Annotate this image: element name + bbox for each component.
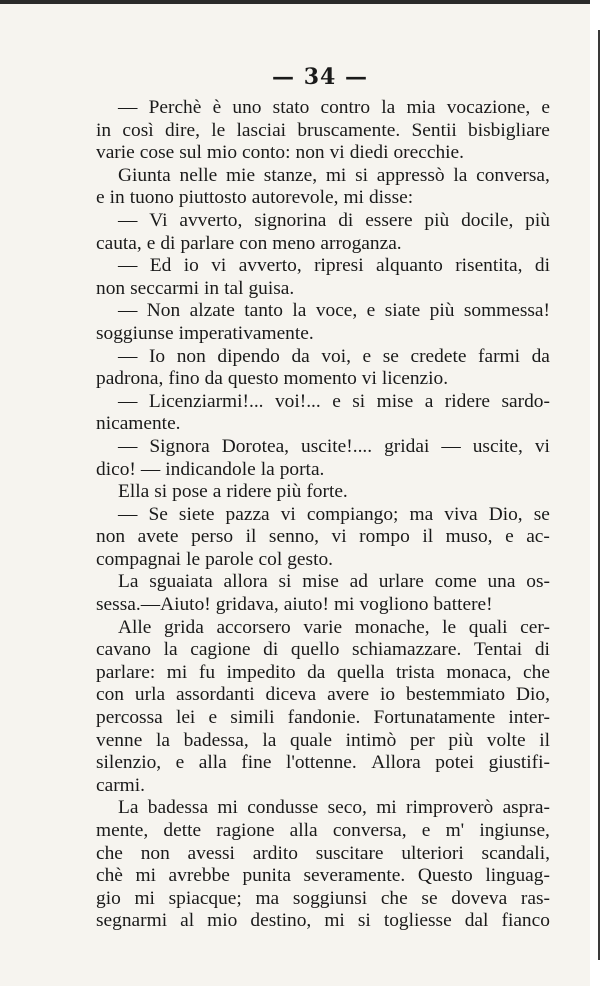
page-number: — 34 —	[272, 64, 368, 90]
text-line: non avete perso il senno, vi rompo il muso, e ac-	[96, 526, 550, 548]
text-line: Ella si pose a ridere più forte.	[118, 481, 348, 503]
text-line: — Vi avverto, signorina di essere più docile, più	[118, 209, 550, 231]
text-line: — Perchè è uno stato contro la mia vocazione, e	[118, 97, 550, 118]
text-line: padrona, fino da questo momento vi licenzio.	[96, 368, 449, 390]
text-line: Alle grida accorsero varie monache, le quali cer-	[118, 616, 550, 638]
text-line: — Non alzate tanto la voce, e siate più sommessa!	[118, 300, 550, 322]
page-top-edge	[0, 0, 590, 4]
text-line: nicamente.	[96, 413, 181, 435]
text-line: che non avessi ardito suscitare ulteriori scandali,	[96, 842, 550, 864]
body-text	[96, 97, 550, 933]
text-line: — Licenziarmi!... voi!... e si mise a ridere sardo-	[118, 390, 550, 412]
text-line: non seccarmi in tal guisa.	[96, 277, 295, 299]
text-line: — Io non dipendo da voi, e se credete farmi da	[118, 345, 550, 367]
text-line: parlare: mi fu impedito da quella trista monaca, che	[96, 661, 550, 683]
text-line: — Signora Dorotea, uscite!.... gridai — uscite, vi	[118, 435, 550, 457]
text-line: segnarmi al mio destino, mi si togliesse dal fianco	[96, 910, 550, 932]
text-line: percossa lei e simili fandonie. Fortunatamente inter-	[96, 707, 550, 729]
text-line: cauta, e di parlare con meno arroganza.	[96, 232, 402, 254]
text-line: cavano la cagione di quello schiamazzare. Tentai di	[96, 639, 550, 661]
text-line: mente, dette ragione alla conversa, e m' ingiunse,	[96, 820, 550, 841]
binding-edge	[598, 30, 600, 960]
text-line: dico! — indicandole la porta.	[96, 458, 325, 480]
text-line: e in tuono piuttosto autorevole, mi disse:	[96, 187, 414, 209]
text-line: La badessa mi condusse seco, mi rimproverò aspra-	[118, 797, 550, 819]
text-line: sessa.—Aiuto! gridava, aiuto! mi vogliono battere!	[96, 594, 493, 616]
text-line: carmi.	[96, 774, 145, 796]
text-line: Giunta nelle mie stanze, mi si appressò la conversa,	[118, 164, 550, 186]
text-line: La sguaiata allora si mise ad urlare come una os-	[118, 571, 550, 593]
text-line: silenzio, e alla fine l'ottenne. Allora potei giustifi-	[96, 752, 550, 774]
text-line: in così dire, le lasciai bruscamente. Sentii bisbigliare	[96, 119, 550, 141]
text-line: — Ed io vi avverto, ripresi alquanto risentita, di	[118, 255, 550, 277]
text-line: chè mi avrebbe punita severamente. Questo linguag-	[96, 865, 550, 887]
text-line: compagnai le parole col gesto.	[96, 548, 334, 570]
text-line: soggiunse imperativamente.	[96, 322, 314, 344]
text-line: varie cose sul mio conto: non vi diedi orecchie.	[96, 142, 464, 164]
text-line: con urla assordanti diceva avere io bestemmiato Dio,	[96, 684, 550, 706]
text-line: venne la badessa, la quale intimò per più volte il	[96, 729, 550, 751]
text-line: — Se siete pazza vi compiango; ma viva Dio, se	[118, 503, 550, 525]
text-line: gio mi spiacque; ma soggiunsi che se doveva ras-	[96, 887, 550, 909]
